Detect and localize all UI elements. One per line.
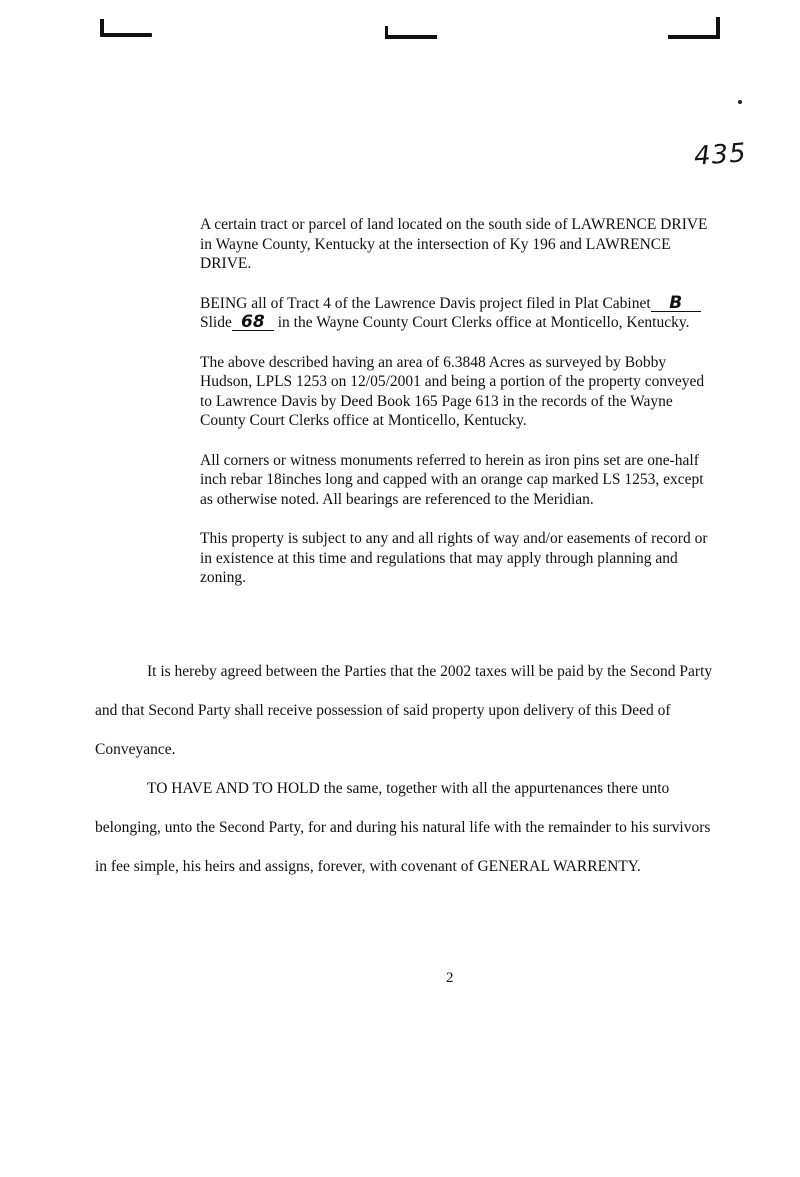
easements-paragraph: This property is subject to any and all rights of way and/or easements of record or in existence at this time and regulations that may apply through planning and zoning. xyxy=(200,530,708,586)
habendum-paragraph: TO HAVE AND TO HOLD the same, together with all the appurtenances there unto belonging, unto the Second Party, for and during his natural life with the remainder to his survivors in fee simple, his heirs and assigns, forever, with covenant of GENERAL WARRENTY. xyxy=(95,780,711,875)
survey-area-paragraph: The above described having an area of 6.3848 Acres as surveyed by Bobby Hudson, LPLS 1253 on 12/05/2001 and being a portion of the property conveyed to Lawrence Davis by Deed Book 165 Page 613 in the records of the Wayne County Court Clerks office at Monticello, Kentucky. xyxy=(200,353,705,429)
taxes-paragraph: It is hereby agreed between the Parties that the 2002 taxes will be paid by the Second Party and that Second Party shall receive possession of said property upon delivery of this Deed of Conveyance. xyxy=(95,663,713,758)
deed-body xyxy=(95,652,715,886)
slide-handwritten-value: 68 xyxy=(232,314,274,331)
monuments-paragraph: All corners or witness monuments referred to herein as iron pins set are one-half inch rebar 18inches long and capped with an orange cap marked LS 1253, except as otherwise noted. All bearings are referenced to the Meridian. xyxy=(200,451,704,508)
legal-description xyxy=(200,215,720,608)
slide-label: Slide xyxy=(200,314,232,331)
plat-cabinet-paragraph xyxy=(200,294,720,333)
cabinet-handwritten-value: B xyxy=(651,295,701,312)
tract-location-paragraph: A certain tract or parcel of land located on the south side of LAWRENCE DRIVE in Wayne County, Kentucky at the intersection of Ky 196 and LAWRENCE DRIVE. xyxy=(200,216,708,272)
scan-speck xyxy=(738,100,742,104)
registration-mark-center xyxy=(385,35,437,39)
plat-cabinet-text: BEING all of Tract 4 of the Lawrence Davis project filed in Plat Cabinet xyxy=(200,294,651,312)
handwritten-page-number: 435 xyxy=(693,138,748,172)
clerk-office-text: in the Wayne County Court Clerks office at Monticello, Kentucky. xyxy=(277,314,690,331)
registration-mark-right xyxy=(668,35,720,39)
registration-mark-left xyxy=(100,33,152,37)
page-number: 2 xyxy=(446,970,454,986)
